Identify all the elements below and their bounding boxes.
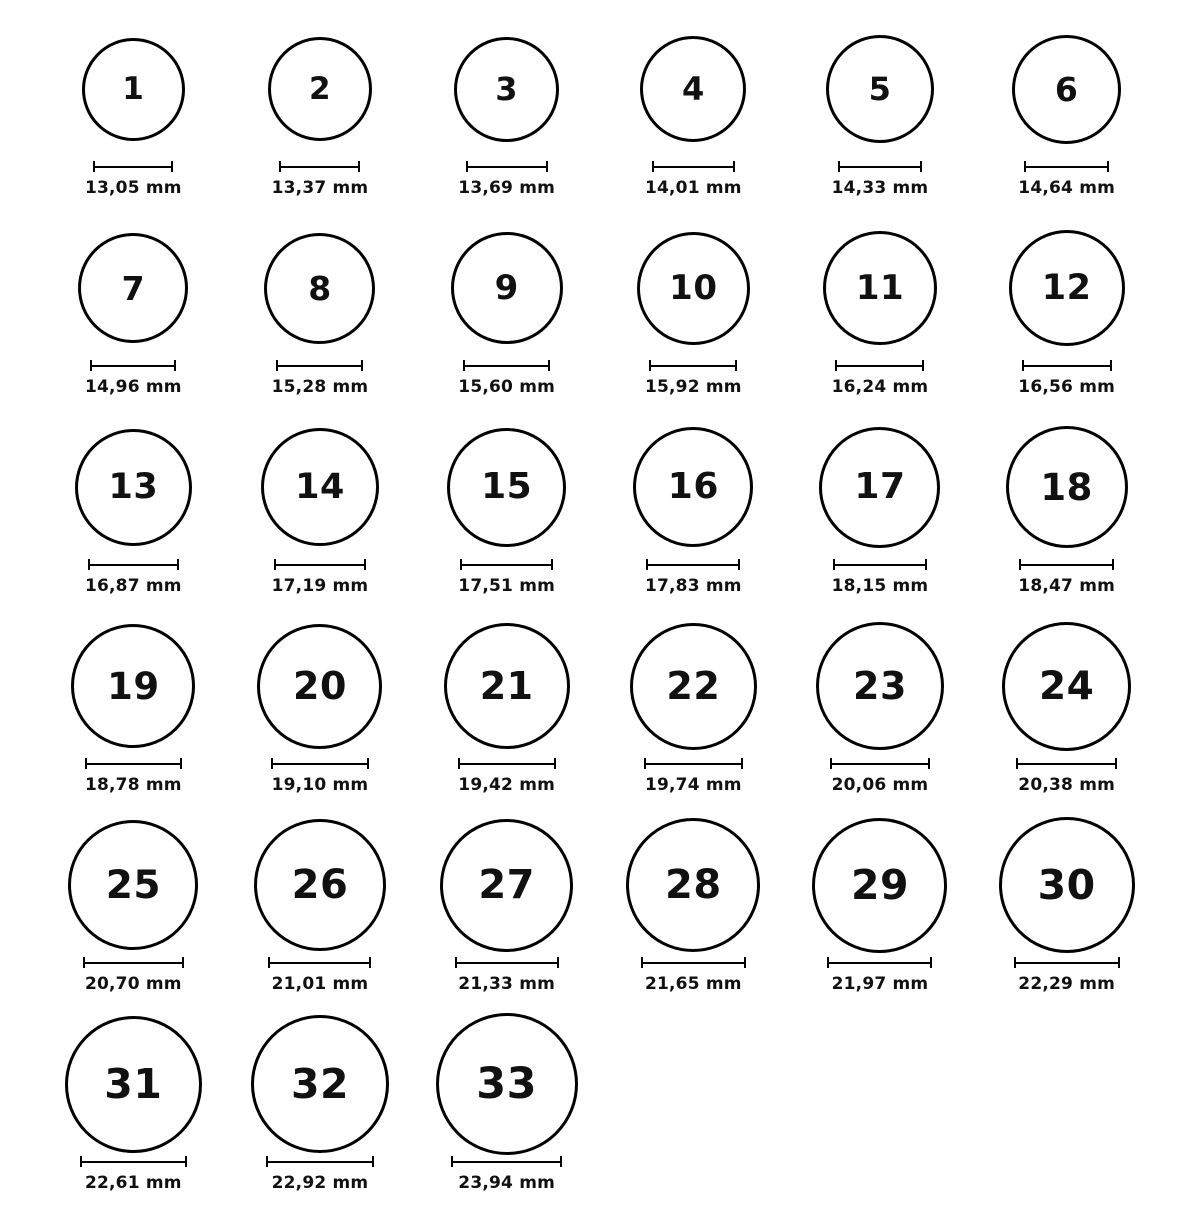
- ring-circle-wrap: [440, 814, 573, 956]
- ring-size-number: 28: [664, 862, 722, 908]
- ring-circle-icon: [254, 819, 386, 951]
- ring-circle-wrap: [68, 814, 198, 956]
- ring-size-cell: [787, 615, 974, 814]
- dimension-arrow-icon: [827, 956, 932, 968]
- ring-circle-wrap: [254, 814, 386, 956]
- ring-size-cell: [227, 814, 414, 1013]
- ring-size-number: 12: [1041, 267, 1092, 308]
- ring-size-number: 6: [1054, 69, 1079, 109]
- ring-diameter-label: 15,92 mm: [644, 377, 742, 397]
- ring-size-number: 7: [121, 268, 146, 308]
- ring-circle-icon: [823, 231, 937, 345]
- ring-circle-wrap: [816, 615, 944, 757]
- ring-circle-wrap: [451, 217, 563, 359]
- dimension-arrow-icon: [279, 160, 360, 172]
- ring-size-cell: [227, 1013, 414, 1212]
- ring-diameter-label: 15,28 mm: [271, 377, 369, 397]
- ring-circle-wrap: [1012, 18, 1121, 160]
- ring-size-number: 11: [855, 268, 905, 308]
- dimension-arrow-icon: [466, 160, 548, 172]
- ring-circle-icon: [75, 429, 192, 546]
- ring-size-number: 25: [105, 862, 161, 908]
- ring-circle-icon: [1002, 622, 1131, 751]
- ring-size-number: 21: [479, 664, 534, 708]
- ring-size-cell: [973, 416, 1160, 615]
- dimension-arrow-icon: [641, 956, 746, 968]
- ring-circle-wrap: [630, 615, 757, 757]
- ring-diameter-label: 22,29 mm: [1018, 974, 1116, 994]
- dimension-arrow-icon: [85, 757, 182, 769]
- ring-circle-wrap: [1009, 217, 1125, 359]
- ring-circle-wrap: [264, 217, 375, 359]
- ring-size-number: 1: [122, 70, 145, 107]
- ring-circle-wrap: [251, 1013, 389, 1155]
- ring-diameter-label: 16,87 mm: [84, 576, 182, 596]
- ring-circle-wrap: [823, 217, 937, 359]
- dimension-arrow-icon: [1019, 558, 1114, 570]
- ring-circle-wrap: [261, 416, 379, 558]
- ring-circle-icon: [640, 36, 746, 142]
- dimension-arrow-icon: [83, 956, 184, 968]
- ring-circle-wrap: [71, 615, 195, 757]
- ring-size-cell: [600, 217, 787, 416]
- ring-diameter-label: 19,10 mm: [271, 775, 369, 795]
- ring-diameter-label: 15,60 mm: [458, 377, 556, 397]
- ring-size-cell: [40, 416, 227, 615]
- ring-circle-icon: [436, 1013, 578, 1155]
- ring-diameter-label: 14,33 mm: [831, 178, 929, 198]
- ring-diameter-label: 23,94 mm: [458, 1173, 556, 1193]
- dimension-arrow-icon: [451, 1155, 562, 1167]
- ring-circle-icon: [999, 817, 1135, 953]
- ring-size-cell: [413, 814, 600, 1013]
- ring-circle-wrap: [637, 217, 750, 359]
- ring-size-cell: [40, 814, 227, 1013]
- ring-size-number: 29: [850, 860, 910, 909]
- ring-circle-icon: [68, 820, 198, 950]
- dimension-arrow-icon: [1016, 757, 1117, 769]
- ring-size-cell: [40, 217, 227, 416]
- ring-diameter-label: 13,05 mm: [84, 178, 182, 198]
- ring-circle-wrap: [257, 615, 382, 757]
- ring-diameter-label: 13,37 mm: [271, 178, 369, 198]
- dimension-arrow-icon: [274, 558, 366, 570]
- dimension-arrow-icon: [463, 359, 550, 371]
- ring-diameter-label: 13,69 mm: [458, 178, 556, 198]
- dimension-arrow-icon: [271, 757, 369, 769]
- dimension-arrow-icon: [644, 757, 743, 769]
- ring-size-cell: [787, 18, 974, 217]
- dimension-arrow-icon: [268, 956, 371, 968]
- ring-circle-icon: [454, 37, 559, 142]
- ring-size-number: 27: [478, 862, 535, 908]
- ring-circle-icon: [261, 428, 379, 546]
- ring-diameter-label: 18,78 mm: [84, 775, 182, 795]
- ring-size-cell: [787, 217, 974, 416]
- ring-circle-wrap: [75, 416, 192, 558]
- dimension-arrow-icon: [835, 359, 924, 371]
- ring-size-cell: [787, 814, 974, 1013]
- ring-diameter-label: 20,38 mm: [1018, 775, 1116, 795]
- ring-circle-icon: [1006, 426, 1128, 548]
- ring-circle-wrap: [826, 18, 934, 160]
- ring-circle-icon: [826, 35, 934, 143]
- dimension-arrow-icon: [649, 359, 737, 371]
- ring-circle-icon: [264, 233, 375, 344]
- ring-circle-icon: [444, 623, 570, 749]
- ring-size-number: 4: [681, 70, 705, 108]
- ring-size-number: 32: [290, 1059, 350, 1108]
- ring-diameter-label: 18,15 mm: [831, 576, 929, 596]
- dimension-arrow-icon: [80, 1155, 187, 1167]
- ring-size-cell: [227, 18, 414, 217]
- ring-diameter-label: 21,65 mm: [644, 974, 742, 994]
- ring-size-number: 3: [495, 70, 519, 108]
- ring-size-cell: [413, 1013, 600, 1212]
- ring-size-number: 30: [1037, 860, 1096, 909]
- ring-size-cell: [40, 1013, 227, 1212]
- ring-size-number: 24: [1039, 663, 1095, 709]
- ring-diameter-label: 21,97 mm: [831, 974, 929, 994]
- ring-diameter-label: 21,01 mm: [271, 974, 369, 994]
- ring-size-cell: [600, 615, 787, 814]
- ring-circle-wrap: [812, 814, 947, 956]
- dimension-arrow-icon: [458, 757, 556, 769]
- ring-circle-wrap: [436, 1013, 578, 1155]
- dimension-arrow-icon: [1014, 956, 1120, 968]
- dimension-arrow-icon: [90, 359, 176, 371]
- ring-circle-wrap: [1002, 615, 1131, 757]
- ring-circle-icon: [819, 427, 940, 548]
- ring-size-cell: [413, 217, 600, 416]
- ring-diameter-label: 16,56 mm: [1018, 377, 1116, 397]
- ring-size-cell: [973, 217, 1160, 416]
- ring-size-number: 31: [104, 1059, 163, 1108]
- ring-diameter-label: 17,51 mm: [458, 576, 556, 596]
- ring-size-cell: [227, 217, 414, 416]
- ring-size-grid: [40, 18, 1160, 1212]
- ring-circle-icon: [637, 232, 750, 345]
- ring-circle-icon: [440, 819, 573, 952]
- ring-circle-wrap: [626, 814, 760, 956]
- ring-size-number: 26: [291, 862, 349, 908]
- dimension-arrow-icon: [833, 558, 927, 570]
- dimension-arrow-icon: [93, 160, 173, 172]
- ring-size-number: 22: [666, 664, 721, 708]
- ring-size-cell: [600, 814, 787, 1013]
- ring-circle-icon: [268, 37, 372, 141]
- ring-size-number: 18: [1040, 465, 1093, 509]
- ring-diameter-label: 14,64 mm: [1018, 178, 1116, 198]
- ring-diameter-label: 20,70 mm: [84, 974, 182, 994]
- ring-circle-wrap: [82, 18, 185, 160]
- dimension-arrow-icon: [1022, 359, 1112, 371]
- dimension-arrow-icon: [455, 956, 559, 968]
- ring-circle-wrap: [819, 416, 940, 558]
- ring-diameter-label: 14,96 mm: [84, 377, 182, 397]
- ring-diameter-label: 22,61 mm: [84, 1173, 182, 1193]
- ring-circle-icon: [447, 428, 566, 547]
- ring-size-number: 23: [853, 664, 907, 708]
- ring-size-cell: [973, 615, 1160, 814]
- ring-size-cell: [413, 18, 600, 217]
- ring-size-number: 33: [476, 1058, 538, 1109]
- ring-circle-wrap: [444, 615, 570, 757]
- ring-circle-icon: [257, 624, 382, 749]
- ring-size-cell: [600, 18, 787, 217]
- ring-size-number: 15: [481, 466, 533, 507]
- ring-size-cell: [40, 18, 227, 217]
- ring-circle-icon: [82, 38, 185, 141]
- ring-size-cell: [227, 615, 414, 814]
- dimension-arrow-icon: [646, 558, 740, 570]
- ring-circle-icon: [451, 232, 563, 344]
- ring-diameter-label: 21,33 mm: [458, 974, 556, 994]
- ring-circle-icon: [812, 818, 947, 953]
- ring-diameter-label: 22,92 mm: [271, 1173, 369, 1193]
- ring-size-cell: [787, 416, 974, 615]
- ring-circle-icon: [65, 1016, 202, 1153]
- ring-diameter-label: 17,19 mm: [271, 576, 369, 596]
- ring-size-number: 2: [308, 70, 332, 107]
- dimension-arrow-icon: [652, 160, 735, 172]
- ring-size-number: 20: [293, 664, 347, 708]
- ring-diameter-label: 17,83 mm: [644, 576, 742, 596]
- ring-circle-wrap: [268, 18, 372, 160]
- ring-size-cell: [40, 615, 227, 814]
- ring-circle-wrap: [65, 1013, 202, 1155]
- ring-diameter-label: 16,24 mm: [831, 377, 929, 397]
- dimension-arrow-icon: [88, 558, 179, 570]
- ring-circle-wrap: [640, 18, 746, 160]
- ring-size-cell: [413, 615, 600, 814]
- ring-circle-icon: [626, 818, 760, 952]
- ring-circle-icon: [633, 427, 753, 547]
- ring-circle-icon: [78, 233, 188, 343]
- dimension-arrow-icon: [838, 160, 922, 172]
- dimension-arrow-icon: [460, 558, 553, 570]
- ring-circle-wrap: [633, 416, 753, 558]
- ring-circle-icon: [71, 624, 195, 748]
- ring-diameter-label: 14,01 mm: [644, 178, 742, 198]
- dimension-arrow-icon: [830, 757, 930, 769]
- ring-size-number: 16: [667, 466, 719, 507]
- ring-circle-wrap: [78, 217, 188, 359]
- ring-size-cell: [600, 416, 787, 615]
- ring-circle-icon: [630, 623, 757, 750]
- ring-circle-icon: [251, 1015, 389, 1153]
- ring-diameter-label: 18,47 mm: [1018, 576, 1116, 596]
- dimension-arrow-icon: [266, 1155, 374, 1167]
- ring-circle-icon: [1012, 35, 1121, 144]
- ring-size-number: 9: [494, 268, 519, 308]
- ring-size-number: 14: [295, 466, 345, 507]
- dimension-arrow-icon: [1024, 160, 1109, 172]
- ring-size-cell: [227, 416, 414, 615]
- ring-diameter-label: 19,74 mm: [644, 775, 742, 795]
- ring-size-number: 8: [308, 268, 332, 308]
- ring-size-number: 17: [854, 466, 906, 507]
- ring-size-cell: [413, 416, 600, 615]
- ring-circle-icon: [816, 622, 944, 750]
- ring-circle-wrap: [1006, 416, 1128, 558]
- ring-circle-wrap: [454, 18, 559, 160]
- ring-size-number: 19: [107, 664, 160, 708]
- ring-size-number: 13: [108, 466, 159, 507]
- ring-diameter-label: 20,06 mm: [831, 775, 929, 795]
- ring-circle-wrap: [447, 416, 566, 558]
- ring-circle-wrap: [999, 814, 1135, 956]
- ring-size-cell: [973, 18, 1160, 217]
- dimension-arrow-icon: [276, 359, 363, 371]
- ring-size-cell: [973, 814, 1160, 1013]
- ring-size-number: 10: [669, 268, 718, 308]
- ring-size-number: 5: [868, 70, 892, 108]
- ring-circle-icon: [1009, 230, 1125, 346]
- ring-diameter-label: 19,42 mm: [458, 775, 556, 795]
